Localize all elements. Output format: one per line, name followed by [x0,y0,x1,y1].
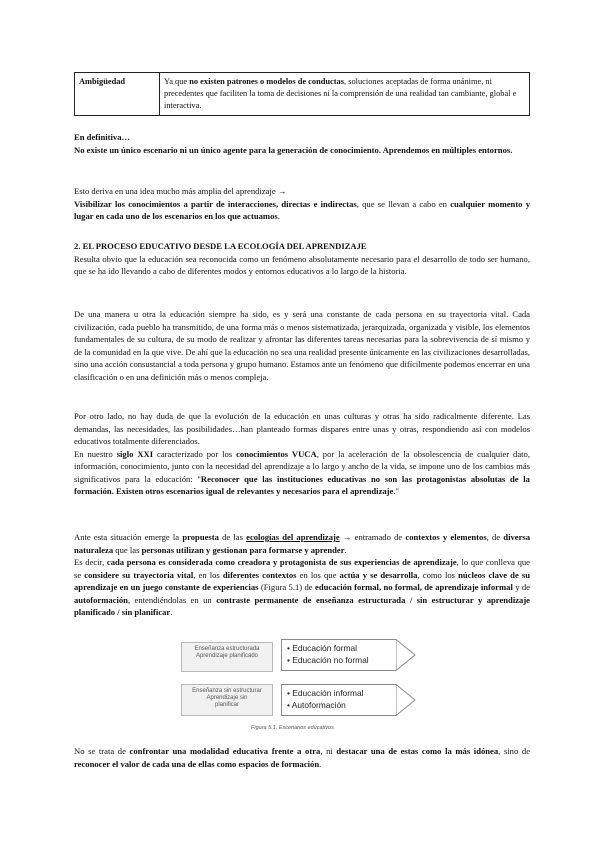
unstructured-box: Enseñanza sin estructurar Aprendizaje sin planificar [181,684,273,716]
figure-educational-scenarios [181,638,417,731]
paragraph-4: En nuestro siglo XXI caracterizado por los conocimientos VUCA, por la aceleración de la obsolescencia de cualquier dato, información, conocimiento, junto con la necesidad del aprendizaje a lo largo y ancho de la vida, se impone uno de los cambios más significativos para la educación: "Reconocer que las instituciones educativas no son las protagonistas absolutas de la formación. Existen otros escenarios igual de relevantes y necesarios para el aprendizaje." [74,448,530,496]
visibilizar-text: Visibilizar los conocimientos a partir de interacciones, directas e indirectas, que se llevan a cabo en cualquier momento y lugar en cada uno de los escenarios en los que actuamos. [74,198,530,221]
paragraph-3: Por otro lado, no hay duda de que la evolución de la educación en unas culturas y otras ha sido radicalmente diferente. Las demandas, las necesidades, las posibilidades…han planteado formas dispares entre unas y otras, respondiendo así con modelos educativos totalmente diferenciados. [74,411,530,446]
paragraph-2: De una manera u otra la educación siempre ha sido, es y será una constante de cada persona en su trayectoria vital. Cada civilización, cada pueblo ha transmitido, de una forma más o menos sistematizada, jerarquizada, organizada y visible, los elementos fundamentales de su cultura, de su modo de realizar y afrontar las diferentes tareas necesarias para la sobrevivencia de sí mismo y de la comunidad en la que vive. De ahí que la educación no sea una realidad presente únicamente en las civilizaciones desarrolladas, sino una acción consustancial a toda persona y grupo humano. Estamos ante un fenómeno que difícilmente podemos encerrar en una clasificación o en una definición más o menos compleja. [74,309,530,382]
self-training-item: • Autoformación [287,700,346,710]
ambiguity-table [74,72,530,116]
informal-item: • Educación informal [287,688,364,698]
section-2 [74,240,530,278]
ecologies-block [74,531,530,619]
deriva-text: Esto deriva en una idea mucho más amplia del aprendizaje → [74,186,287,196]
final-paragraph: No se trata de confrontar una modalidad educativa frente a otra, ni destacar una de estas como la más idónea, sino de reconocer el valor de cada una de ellas como espacios de formación. [74,746,531,769]
section-heading: 2. EL PROCESO EDUCATIVO DESDE LA ECOLOGÍA DEL APRENDIZAJE [74,241,367,251]
table-definition: Ya que no existen patrones o modelos de conductas, soluciones aceptadas de forma unánime, ni precedentes que faciliten la toma de decisiones ni la comprensión de una realidad tan cambiante, global e interactiva. [160,73,530,116]
arrow-head-icon [396,639,416,671]
en-definitiva: En definitiva… [74,132,131,142]
formal-arrow [281,639,416,671]
derivation-block [74,185,530,223]
paragraph-5: Ante esta situación emerge la propuesta de las ecologías del aprendizaje → entramado de contextos y elementos, de diversa naturaleza que las personas utilizan y gestionan para formarse y aprender. [74,532,531,555]
formal-item: • Educación formal [287,643,357,653]
paragraph-3-4 [74,410,530,498]
no-existe-statement: No existe un único escenario ni un único agente para la generación de conocimiento. Aprendemos en múltiples entornos. [74,144,513,155]
paragraph-6: Es decir, cada persona es considerada como creadora y protagonista de sus experiencias de aprendizaje, lo que conlleva que se considere su trayectoria vital, en los diferentes contextos en los que actúa y se desarrolla, como los núcleos clave de su aprendizaje en un juego constante de experiencias (Figura 5.1) de educación formal, no formal, de aprendizaje informal y de autoformación, entendiéndolas en un contraste permanente de enseñanza estructurada / sin estructurar y aprendizaje planificado / sin planificar. [74,557,531,617]
arrow-head-icon [396,684,416,716]
non-formal-item: • Educación no formal [287,655,369,665]
table-term: Ambigüedad [75,73,160,116]
conclusion-block [74,131,530,156]
figure-caption: Figura 5.1. Escenarios educativos [251,725,334,731]
structured-box: Enseñanza estructurada Aprendizaje planificado [181,642,273,672]
informal-arrow [281,684,416,716]
paragraph-1: Resulta obvio que la educación sea reconocida como un fenómeno absolutamente necesario para el desarrollo de todo ser humano, que se ha ido llevando a cabo de diferentes modos y entornos educativos a lo largo de la historia. [74,253,530,276]
